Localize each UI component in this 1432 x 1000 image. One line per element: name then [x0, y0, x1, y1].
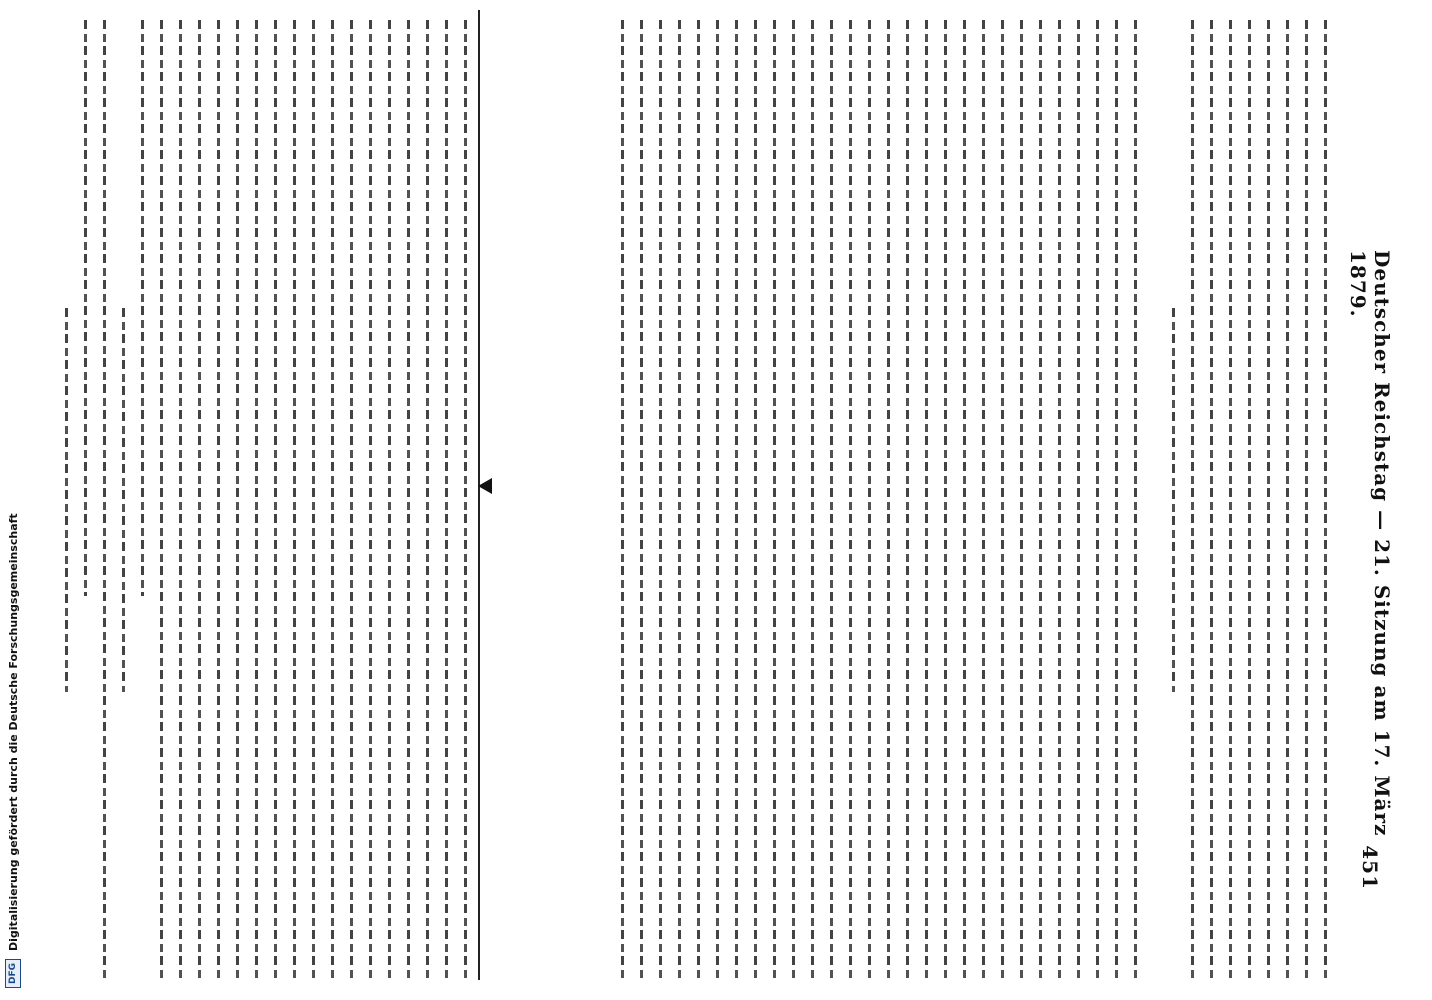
column-divider	[478, 10, 480, 980]
left-text-lines	[30, 20, 475, 980]
divider-arrow-icon	[478, 478, 492, 494]
left-text-block	[30, 0, 475, 1000]
header-title: Deutscher Reichstag — 21. Sitzung am 17. März 1879.	[1346, 250, 1394, 837]
right-text-block	[490, 0, 1335, 1000]
right-text-lines	[490, 20, 1335, 980]
dfg-logo-icon: DFG	[5, 959, 21, 988]
digitization-note	[0, 0, 26, 1000]
digitization-note-text: Digitalisierung gefördert durch die Deutsche Forschungsgemeinschaft	[6, 513, 20, 951]
page-number: 451	[1358, 845, 1382, 890]
page-header	[1340, 0, 1400, 1000]
